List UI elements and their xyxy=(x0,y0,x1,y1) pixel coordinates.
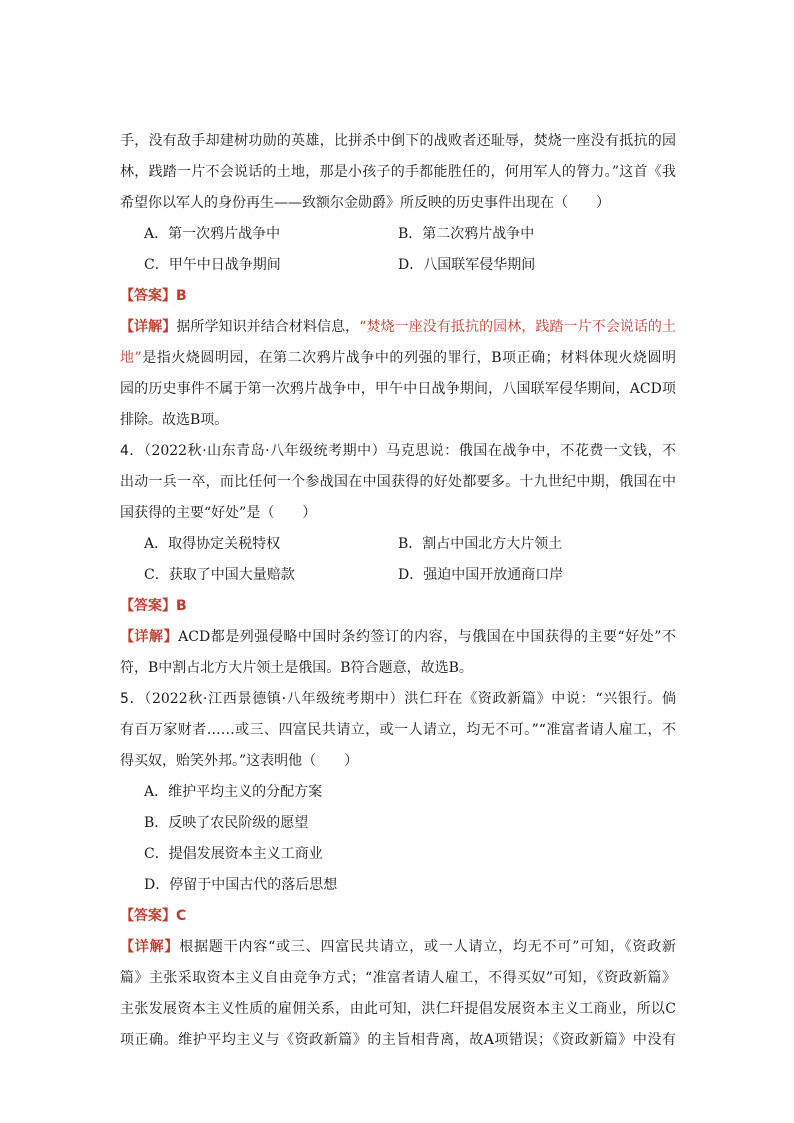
q3-detail-line: 园的历史事件不属于第一次鸦片战争中，甲午中日战争期间，八国联军侵华期间，ACD项 xyxy=(120,381,676,397)
q5-detail-line xyxy=(120,932,676,963)
q4-options-row xyxy=(120,560,676,591)
q5-answer xyxy=(120,901,676,932)
q3-option-c: C．甲午中日战争期间 xyxy=(144,257,281,273)
q5-option-d: D．停留于中国古代的落后思想 xyxy=(144,877,338,893)
answer-tag: 【答案】 xyxy=(120,908,176,924)
q3-option-a: A．第一次鸦片战争中 xyxy=(144,226,281,242)
q5-option-c: C．提倡发展资本主义工商业 xyxy=(144,846,323,862)
detail-quote: 地” xyxy=(120,350,142,366)
answer-tag: 【答案】 xyxy=(120,598,176,614)
q4-option-d: D．强迫中国开放通商口岸 xyxy=(398,567,564,583)
q4-stem-line: 国获得的主要“好处”是（ ） xyxy=(120,505,317,521)
question-text: 马克思说：俄国在战争中，不花费一文钱，不 xyxy=(386,443,676,459)
q3-stem-line: 手，没有敌手却建树功勋的英雄，比拼杀中倒下的战败者还耻辱，焚烧一座没有抵抗的园 xyxy=(120,133,676,149)
q3-options-row xyxy=(120,250,676,281)
detail-tag: 【详解】 xyxy=(120,629,179,645)
q3-option-d: D．八国联军侵华期间 xyxy=(398,257,536,273)
q3-stem-line: 林，践踏一片不会说话的土地，那是小孩子的手都能胜任的，何用军人的膂力。”这首《我 xyxy=(120,164,676,180)
q3-detail-line xyxy=(120,312,676,343)
page-content xyxy=(120,126,676,1056)
question-source: （2022秋·江西景德镇·八年级统考期中） xyxy=(144,691,405,707)
q5-stem-line: 得买奴，贻笑外邦。”这表明他（ ） xyxy=(120,753,359,769)
q4-options-row xyxy=(120,529,676,560)
q4-detail-line xyxy=(120,622,676,653)
q4-option-c: C．获取了中国大量赔款 xyxy=(144,567,295,583)
detail-tag: 【详解】 xyxy=(120,319,177,335)
detail-quote: “焚烧一座没有抵抗的园林，践踏一片不会说话的土 xyxy=(359,319,676,335)
answer-tag: 【答案】 xyxy=(120,288,176,304)
q4-stem-line xyxy=(120,436,676,467)
q4-stem-line: 出动一兵一卒，而比任何一个参战国在中国获得的好处都要多。十九世纪中期，俄国在中 xyxy=(120,474,676,490)
q5-option-a: A．维护平均主义的分配方案 xyxy=(144,784,323,800)
q5-detail-line: 篇》主张采取资本主义自由竞争方式；“准富者请人雇工，不得买奴”可知，《资政新篇》 xyxy=(120,970,676,986)
q3-stem-line: 希望你以军人的身份再生——致额尔金勋爵》所反映的历史事件出现在（ ） xyxy=(120,195,610,211)
q3-detail-line: 排除。故选B项。 xyxy=(120,412,229,428)
q4-detail-line: 符，B中割占北方大片领土是俄国。B符合题意，故选B。 xyxy=(120,660,473,676)
q5-stem-line xyxy=(120,684,676,715)
q4-answer xyxy=(120,591,676,622)
q5-option-b: B．反映了农民阶级的愿望 xyxy=(144,815,309,831)
detail-text: ACD都是列强侵略中国时条约签订的内容，与俄国在中国获得的主要“好处”不 xyxy=(178,629,676,645)
detail-text: 据所学知识并结合材料信息， xyxy=(176,319,360,335)
answer-value: C xyxy=(176,908,187,924)
detail-tag: 【详解】 xyxy=(120,939,180,955)
q5-detail-line: 项正确。维护平均主义与《资政新篇》的主旨相背离，故A项错误；《资政新篇》中没有 xyxy=(120,1032,676,1048)
q3-answer xyxy=(120,281,676,312)
q3-options-row xyxy=(120,219,676,250)
question-text: 洪仁玕在《资政新篇》中说：“兴银行。倘 xyxy=(404,691,676,707)
q5-stem-line: 有百万家财者……或三、四富民共请立，或一人请立，均无不可。”“准富者请人雇工，不 xyxy=(120,722,676,738)
q4-option-a: A．取得协定关税特权 xyxy=(144,536,281,552)
q5-detail-line: 主张发展资本主义性质的雇佣关系，由此可知，洪仁玕提倡发展资本主义工商业，所以C xyxy=(120,1001,676,1017)
question-source: （2022秋·山东青岛·八年级统考期中） xyxy=(143,443,387,459)
q3-detail-line xyxy=(120,343,676,374)
question-number: 5． xyxy=(120,691,145,707)
q3-option-b: B．第二次鸦片战争中 xyxy=(398,226,535,242)
detail-text: 是指火烧圆明园，在第二次鸦片战争中的列强的罪行，B项正确；材料体现火烧圆明 xyxy=(141,350,676,366)
detail-text: 根据题干内容“或三、四富民共请立，或一人请立，均无不可”可知，《资政新 xyxy=(179,939,676,955)
question-number: 4． xyxy=(120,443,144,459)
q4-option-b: B．割占中国北方大片领土 xyxy=(398,536,563,552)
answer-value: B xyxy=(176,288,187,304)
answer-value: B xyxy=(176,598,187,614)
